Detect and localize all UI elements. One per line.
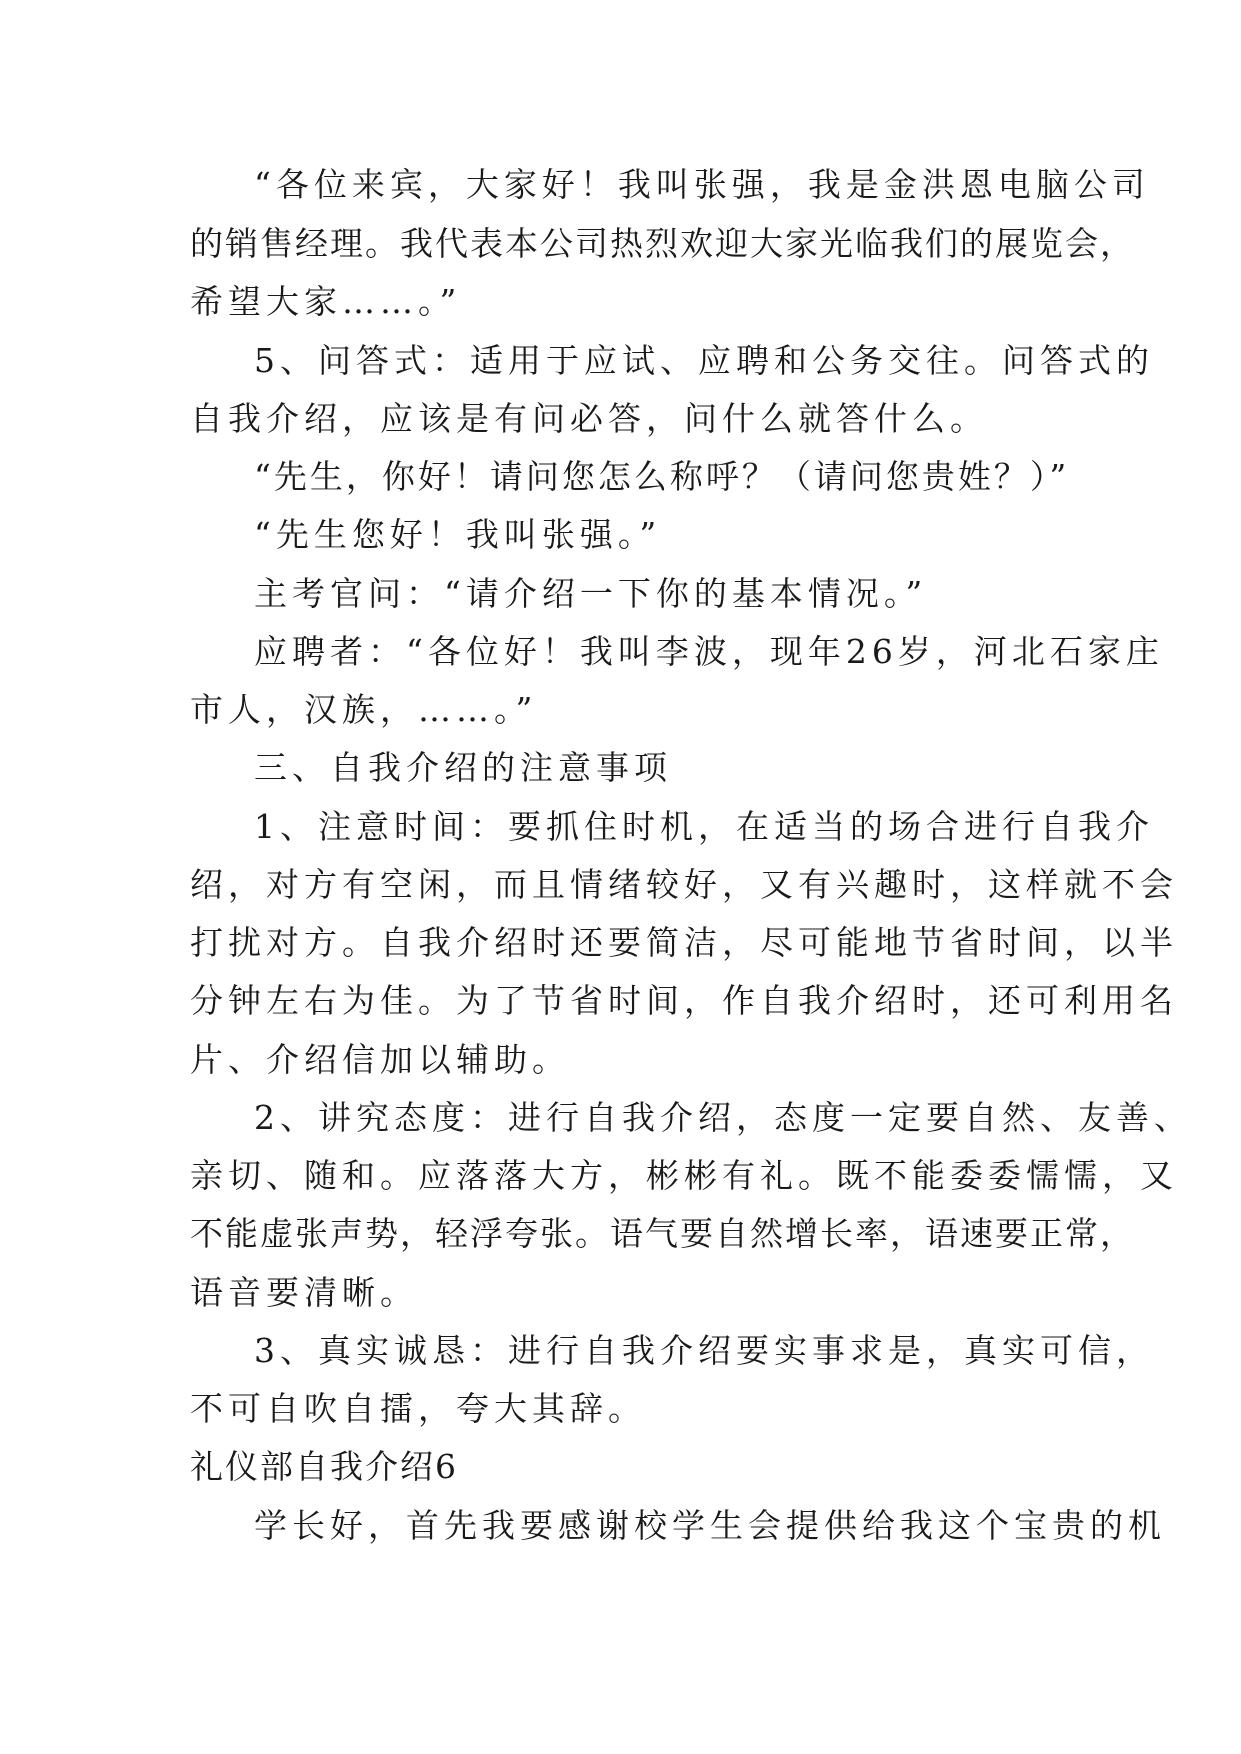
paragraph-line: 绍，对方有空闲，而且情绪较好，又有兴趣时，这样就不会 <box>190 865 1178 904</box>
paragraph-line: 自我介绍，应该是有问必答，问什么就答什么。 <box>190 399 988 438</box>
paragraph-line: 3、真实诚恳：进行自我介绍要实事求是，真实可信， <box>254 1331 1154 1370</box>
paragraph-line: 应聘者：“各位好！我叫李波，现年26岁，河北石家庄 <box>254 632 1164 671</box>
paragraph-line: 分钟左右为佳。为了节省时间，作自我介绍时，还可利用名 <box>190 981 1178 1020</box>
paragraph-line: “各位来宾，大家好！我叫张强，我是金洪恩电脑公司 <box>254 165 1150 204</box>
paragraph-line: 不能虚张声势，轻浮夸张。语气要自然增长率，语速要正常， <box>190 1214 1135 1253</box>
paragraph-line: 不可自吹自擂，夸大其辞。 <box>190 1389 646 1428</box>
paragraph-line: “先生您好！我叫张强。” <box>254 515 662 554</box>
paragraph-line: 1、注意时间：要抓住时机，在适当的场合进行自我介 <box>254 807 1154 846</box>
section-heading: 三、自我介绍的注意事项 <box>254 748 672 787</box>
paragraph-line: 的销售经理。我代表本公司热烈欢迎大家光临我们的展览会， <box>190 224 1135 263</box>
paragraph-line: 主考官问：“请介绍一下你的基本情况。” <box>254 574 928 613</box>
paragraph-line: 2、讲究态度：进行自我介绍，态度一定要自然、友善、 <box>254 1098 1192 1137</box>
paragraph-line: 语音要清晰。 <box>190 1273 418 1312</box>
paragraph-line: 亲切、随和。应落落大方，彬彬有礼。既不能委委懦懦，又 <box>190 1156 1178 1195</box>
paragraph-line: 学长好，首先我要感谢校学生会提供给我这个宝贵的机 <box>254 1506 1166 1545</box>
paragraph-line: 希望大家……。” <box>190 282 462 321</box>
paragraph-line: 片、介绍信加以辅助。 <box>190 1040 570 1079</box>
article-title: 礼仪部自我介绍6 <box>190 1447 458 1486</box>
paragraph-line: 打扰对方。自我介绍时还要简洁，尽可能地节省时间，以半 <box>190 923 1178 962</box>
paragraph-line: 市人，汉族，……。” <box>190 690 538 729</box>
paragraph-line: “先生，你好！请问您怎么称呼？（请问您贵姓？）” <box>254 457 1070 496</box>
paragraph-line: 5、问答式：适用于应试、应聘和公务交往。问答式的 <box>254 341 1154 380</box>
